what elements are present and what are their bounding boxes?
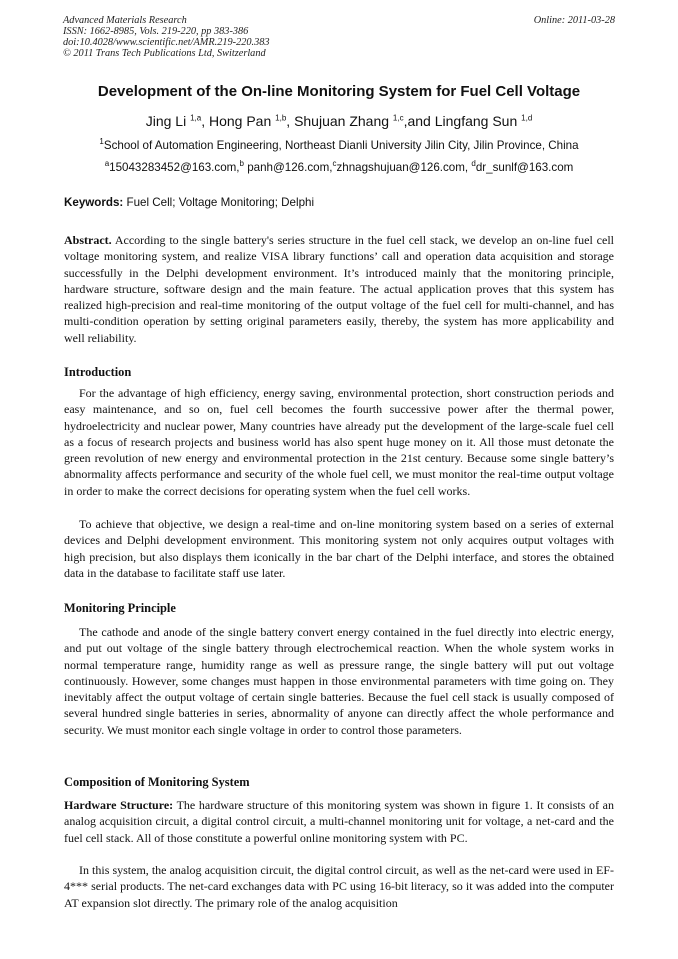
section-heading-introduction: Introduction: [64, 365, 132, 379]
intro-paragraph-2: To achieve that objective, we design a real-time and on-line monitoring system based on a series of external devices and Delphi development environment. This monitoring system not only acquires output voltages with high precision, but also displays them iconically in the bar chart of the Delphi interface, and stores the obtained data in the database to facilitate staff use later.: [64, 517, 614, 580]
author: Shujuan Zhang $^{1,c}$,and: [294, 113, 435, 129]
journal-name: Advanced Materials Research: [63, 15, 187, 26]
keywords: Keywords: Fuel Cell; Voltage Monitoring; Delphi: [64, 196, 315, 209]
section-heading-composition: Composition of Monitoring System: [64, 775, 250, 789]
email-list: $^a$15043283452@163.com,$^b$ panh@126.com,$^c$zhnagshujuan@126.com, $^d$dr_sunlf@163.com: [104, 159, 574, 174]
intro-paragraph-1: For the advantage of high efficiency, energy saving, environmental protection, short construction periods and easy maintenance, and so on, fuel cell becomes the fourth successive power after the thermal power, hydroelectricity and nuclear power, Many countries have already put the development of the large-scale fuel cell as a focus of research projects and business world has also spent huge money on it. All those must detonate the green revolution of new energy and environmental protection in the 21st century. Because some single battery’s abnormality affects performance and security of the whole fuel cell, we must monitor the real-time output voltage in order to make the correct decisions for operating system when the fuel cell works.: [64, 386, 614, 498]
abstract-label: Abstract.: [64, 233, 112, 247]
author-list: [40, 113, 638, 129]
author: Hong Pan $^{1,b}$,: [208, 113, 295, 129]
copyright-line: © 2011 Trans Tech Publications Ltd, Switzerland: [63, 48, 266, 59]
principle-paragraph: The cathode and anode of the single battery convert energy contained in the fuel directly into electric energy, and put out voltage of the single battery through electrochemical reaction. When the whole system works in normal temperature range, humidity range as well as pressure range, the single battery will put out voltage continuously. However, some changes must happen in those environmental parameters with time going on. They inevitably affect the output voltage of certain single batteries. Because the fuel cell stack is usually composed of several hundred single batteries in series, abnormality of anyone can directly affect the whole performance and security. We must monitor each single voltage in order to control those parameters.: [64, 625, 614, 737]
paper-title: Development of the On-line Monitoring System for Fuel Cell Voltage: [97, 83, 581, 100]
hardware-label: Hardware Structure:: [64, 798, 174, 812]
author: Jing Li $^{1,a}$,: [145, 113, 209, 129]
composition-paragraph-2: In this system, the analog acquisition circuit, the digital control circuit, as well as the net-card were used in EF-4*** serial products. The net-card exchanges data with PC using 16-bit literacy, so it was added into the computer AT expansion slot directly. The primary role of the analog acquisition: [64, 863, 614, 910]
doi-line: doi:10.4028/www.scientific.net/AMR.219-220.383: [63, 37, 270, 48]
affiliation: $^1$School of Automation Engineering, Northeast Dianli University Jilin City, Jilin Province, China: [99, 137, 579, 152]
online-date: Online: 2011-03-28: [533, 15, 615, 26]
abstract: Abstract. According to the single battery's series structure in the fuel cell stack, we develop an on-line fuel cell voltage monitoring system, and realize VISA library functions’ call and operation data acquisition and storage successfully in the Delphi development environment. It’s introduced mainly that the monitoring principle, hardware structure, software design and the main feature. The actual application proves that this system has realized high-precision and real-time monitoring of the output voltage of the fuel cell for multi-channel, and has multi-condition operation by setting original parameters easily, thereby, the system has more applicability and well reliability.: [64, 233, 614, 345]
section-heading-monitoring-principle: Monitoring Principle: [64, 601, 176, 615]
author: Lingfang Sun $^{1,d}$: [434, 113, 533, 129]
issn-line: ISSN: 1662-8985, Vols. 219-220, pp 383-386: [63, 26, 249, 37]
hardware-paragraph: Hardware Structure: The hardware structure of this monitoring system was shown in figure 1. It consists of an analog acquisition circuit, a digital control circuit, a multi-channel monitoring unit for voltage, a net-card and the fuel cell stack. All of those constitute a powerful online monitoring system with PC.: [64, 798, 614, 845]
journal-header: [63, 15, 615, 59]
